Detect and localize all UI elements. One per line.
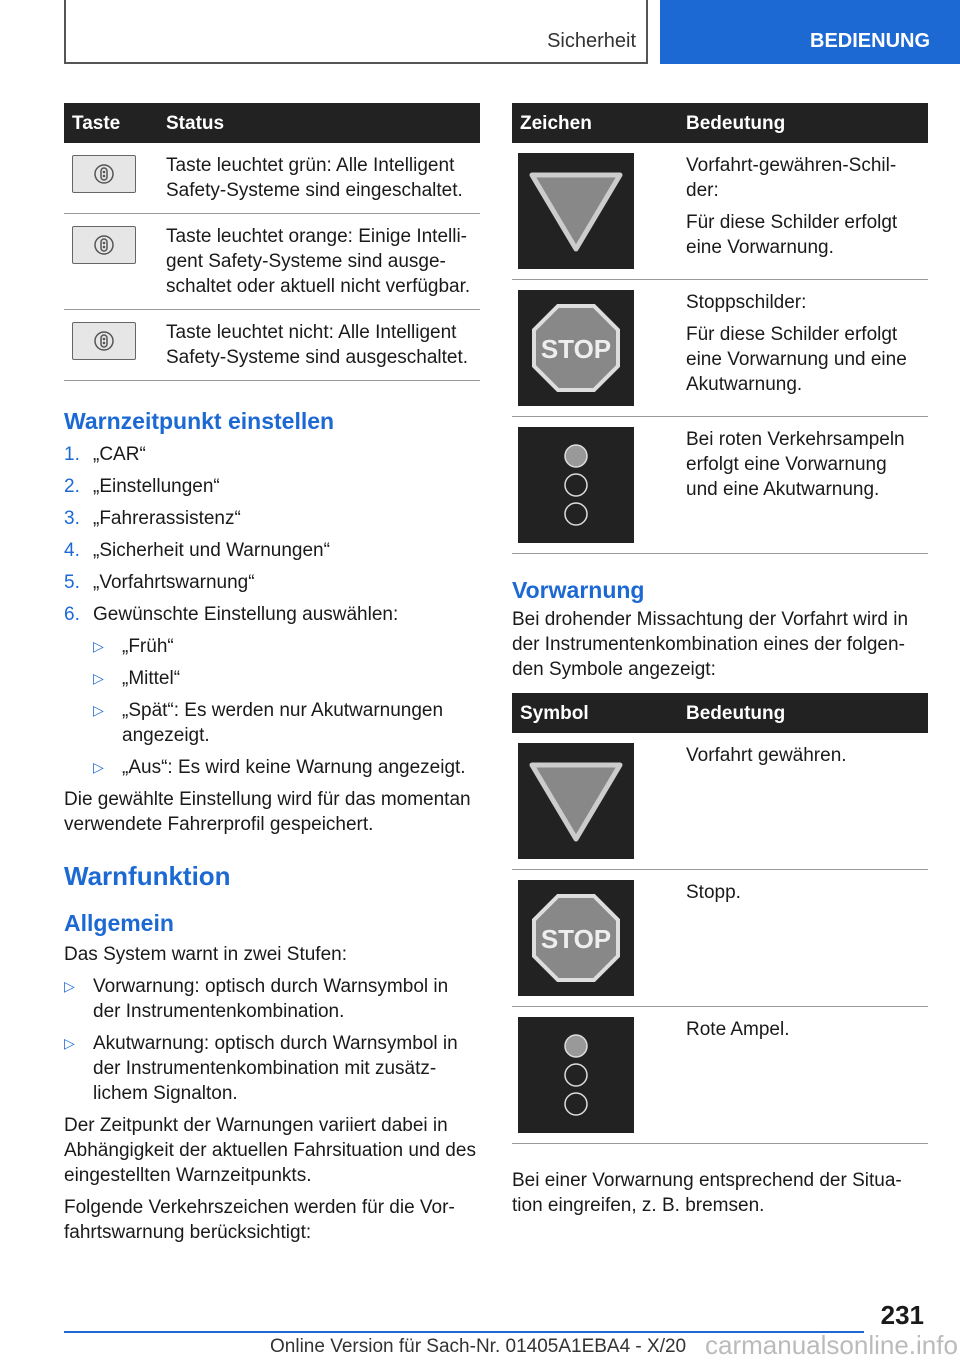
watermark: carmanualsonline.info [705, 1330, 958, 1360]
page-number: 231 [880, 1300, 924, 1330]
steps-list [64, 442, 480, 627]
table-row [64, 214, 480, 310]
status-text: Taste leuchtet grün: Alle Intelligent Safety-Systeme sind eingeschaltet. [158, 143, 480, 214]
paragraph: Folgende Verkehrszeichen werden für die Vor-fahrtswarnung berücksichtigt: [64, 1197, 455, 1243]
taste-status-table [64, 103, 480, 381]
triangle-bullet-icon: ▷ [93, 670, 104, 686]
paragraph: Die gewählte Einstellung wird für das momentan verwendete Fahrerprofil gespeichert. [64, 789, 471, 835]
table-header: Taste [64, 103, 158, 143]
stop-sign-icon [518, 290, 634, 406]
meaning-text: Für diese Schilder erfolgt eine Vorwarnung und eine Akutwarnung. [686, 324, 907, 395]
table-row [512, 143, 928, 280]
section-heading: Allgemein [64, 910, 174, 936]
table-header: Symbol [512, 693, 678, 733]
bullet-list [64, 974, 480, 1106]
status-text: Taste leuchtet orange: Einige Intelli-gent Safety-Systeme sind ausge-schaltet oder aktuell nicht verfügbar. [158, 214, 480, 310]
table-row [64, 310, 480, 381]
right-column [512, 103, 928, 1225]
left-column [64, 103, 480, 1252]
list-item: ▷ „Aus“: Es wird keine Warnung angezeigt. [93, 757, 466, 778]
meaning-text: Bei roten Verkehrsampeln erfolgt eine Vorwarnung und eine Akutwarnung. [686, 429, 905, 500]
list-item: 2. „Einstellungen“ [64, 476, 220, 497]
chapter-heading: Warnfunktion [64, 861, 231, 891]
list-item: ▷ Akutwarnung: optisch durch Warnsymbol in der Instrumentenkombination mit zusätz-lichem Signalton. [64, 1033, 458, 1104]
table-row [512, 280, 928, 417]
yield-sign-icon [518, 743, 634, 859]
zeichen-table [512, 103, 928, 554]
table-header: Zeichen [512, 103, 678, 143]
safety-button-green-icon [72, 155, 136, 193]
list-item: 1. „CAR“ [64, 444, 146, 465]
table-header: Bedeutung [678, 103, 928, 143]
table-row [64, 143, 480, 214]
footer-text: Online Version für Sach-Nr. 01405A1EBA4 - X/20 [270, 1336, 687, 1357]
stop-sign-icon [518, 880, 634, 996]
traffic-light-icon [518, 427, 634, 543]
list-item: ▷ „Früh“ [93, 636, 174, 657]
meaning-text: Vorfahrt gewähren. [678, 733, 928, 870]
table-row [512, 417, 928, 554]
paragraph: Bei einer Vorwarnung entsprechend der Situa-tion eingreifen, z. B. bremsen. [512, 1170, 902, 1216]
triangle-bullet-icon: ▷ [93, 702, 104, 718]
svg-text:STOP: STOP [540, 924, 612, 954]
triangle-bullet-icon: ▷ [64, 1035, 75, 1051]
options-list [93, 634, 480, 780]
list-item: 4. „Sicherheit und Warnungen“ [64, 540, 330, 561]
table-header: Status [158, 103, 480, 143]
list-item: ▷ Vorwarnung: optisch durch Warnsymbol in der Instrumentenkombination. [64, 976, 449, 1022]
status-text: Taste leuchtet nicht: Alle Intelligent Safety-Systeme sind ausgeschaltet. [158, 310, 480, 381]
paragraph: Der Zeitpunkt der Warnungen variiert dabei in Abhängigkeit der aktuellen Fahrsituation und des eingestellten Warnzeitpunkts. [64, 1115, 476, 1186]
paragraph: Das System warnt in zwei Stufen: [64, 944, 347, 965]
table-row [512, 870, 928, 1007]
section-title: Sicherheit [547, 30, 636, 52]
safety-button-orange-icon [72, 226, 136, 264]
symbol-table [512, 693, 928, 1144]
paragraph: Bei drohender Missachtung der Vorfahrt wird in der Instrumentenkombination eines der folgen-den Symbole angezeigt: [512, 609, 909, 680]
table-header: Bedeutung [678, 693, 928, 733]
list-item: ▷ „Spät“: Es werden nur Akutwarnungen angezeigt. [93, 700, 444, 746]
yield-sign-icon [518, 153, 634, 269]
section-heading: Warnzeitpunkt einstellen [64, 408, 335, 434]
table-row [512, 733, 928, 870]
svg-text:STOP: STOP [540, 334, 612, 364]
traffic-light-icon [518, 1017, 634, 1133]
meaning-text: Stoppschilder: [686, 292, 807, 313]
triangle-bullet-icon: ▷ [64, 978, 75, 994]
list-item: 3. „Fahrerassistenz“ [64, 508, 241, 529]
triangle-bullet-icon: ▷ [93, 638, 104, 654]
list-item: 6. Gewünschte Einstellung auswählen: [64, 604, 399, 625]
tab-bedienung[interactable]: BEDIENUNG [660, 0, 960, 64]
list-item: ▷ „Mittel“ [93, 668, 181, 689]
section-heading: Vorwarnung [512, 577, 645, 603]
meaning-text: Rote Ampel. [678, 1007, 928, 1144]
triangle-bullet-icon: ▷ [93, 759, 104, 775]
list-item: 5. „Vorfahrtswarnung“ [64, 572, 255, 593]
meaning-text: Stopp. [678, 870, 928, 1007]
meaning-text: Für diese Schilder erfolgt eine Vorwarnung. [686, 212, 898, 258]
table-row [512, 1007, 928, 1144]
meaning-text: Vorfahrt-gewähren-Schil-der: [686, 155, 897, 201]
safety-button-off-icon [72, 322, 136, 360]
